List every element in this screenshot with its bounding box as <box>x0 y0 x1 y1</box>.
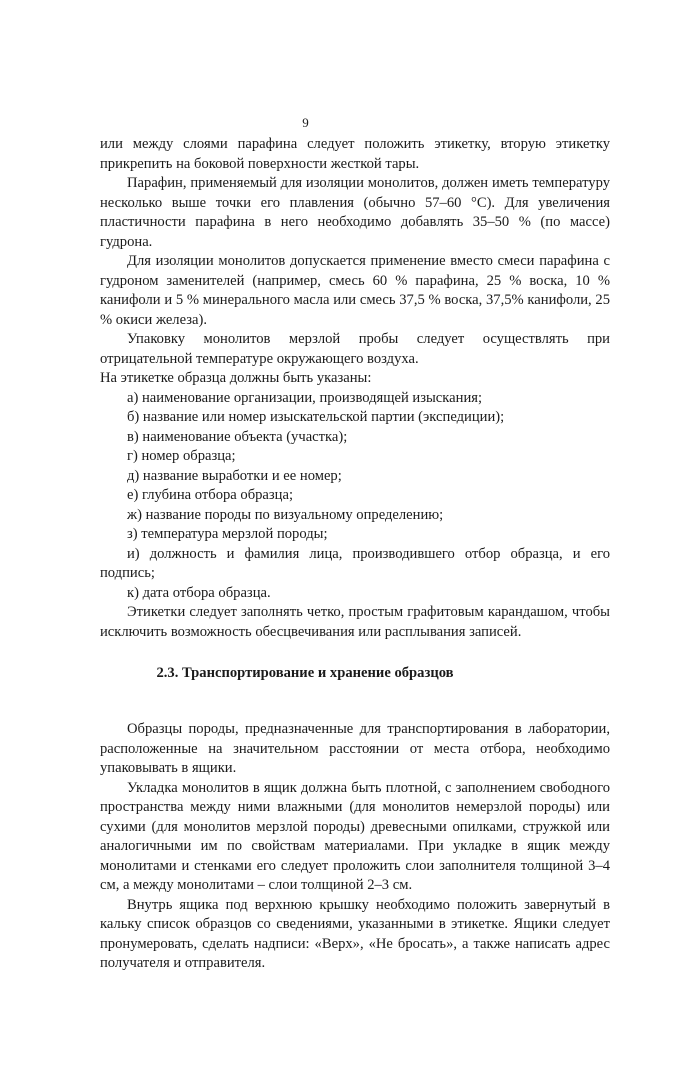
list-item: д) название выработки и ее номер; <box>127 467 342 484</box>
paragraph: Парафин, применяемый для изоляции монолитов, должен иметь температуру несколько выше точки его плавления (обычно 57–60 °С). Для увеличения пластичности парафина в него необходимо добавлять 35–50 % (по массе) гудрона. <box>100 175 610 250</box>
list-item: а) наименование организации, производящей изыскания; <box>127 389 483 406</box>
section-text-block <box>100 720 610 974</box>
page-number: 9 <box>302 115 309 130</box>
paragraph: или между слоями парафина следует положить этикетку, вторую этикетку прикрепить на боковой поверхности жесткой тары. <box>100 136 610 172</box>
paragraph: Внутрь ящика под верхнюю крышку необходимо положить завернутый в кальку список образцов со сведениями, указанными в этикетке. Ящики следует пронумеровать, сделать надписи: «Верх», «Не бросать», а также написать адрес получателя и отправителя. <box>100 896 610 971</box>
label-list-intro: На этикетке образца должны быть указаны: <box>100 370 372 386</box>
list-item: ж) название породы по визуальному определению; <box>127 506 444 523</box>
list-item: г) номер образца; <box>127 448 236 464</box>
list-item: к) дата отбора образца. <box>127 584 271 601</box>
paragraph: Образцы породы, предназначенные для транспортирования в лаборатории, расположенные на значительном расстоянии от места отбора, необходимо упаковывать в ящики. <box>100 721 610 776</box>
paragraph: Упаковку монолитов мерзлой пробы следует осуществлять при отрицательной температуре окружающего воздуха. <box>100 331 610 367</box>
list-item: и) должность и фамилия лица, производившего отбор образца, и его подпись; <box>100 545 610 581</box>
list-item: б) название или номер изыскательской партии (экспедиции); <box>127 409 505 425</box>
section-heading: 2.3. Транспортирование и хранение образцов <box>156 665 454 681</box>
closing-paragraph: Этикетки следует заполнять четко, простым графитовым карандашом, чтобы исключить возможность обесцвечивания или расплывания записей. <box>100 604 610 640</box>
top-text-block <box>100 135 610 642</box>
paragraph: Укладка монолитов в ящик должна быть плотной, с заполнением свободного пространства между ними влажными (для монолитов немерзлой породы) или сухими (для монолитов мерзлой породы) древесными опилками, стружкой или аналогичными им по свойствам материалами. При укладке в ящик между монолитами и стенками его следует проложить слои заполнителя толщиной 3–4 см, а между монолитами – слои толщиной 2–3 см. <box>100 779 610 893</box>
paragraph: Для изоляции монолитов допускается применение вместо смеси парафина с гудроном заменителей (например, смесь 60 % парафина, 25 % воска, 10 % канифоли и 5 % минерального масла или смесь 37,5 % воска, 37,5% канифоли, 25 % окиси железа). <box>100 253 610 328</box>
label-requirements-list <box>100 389 610 604</box>
list-item: е) глубина отбора образца; <box>127 487 294 503</box>
list-item: в) наименование объекта (участка); <box>127 428 348 445</box>
list-item: з) температура мерзлой породы; <box>127 526 328 542</box>
